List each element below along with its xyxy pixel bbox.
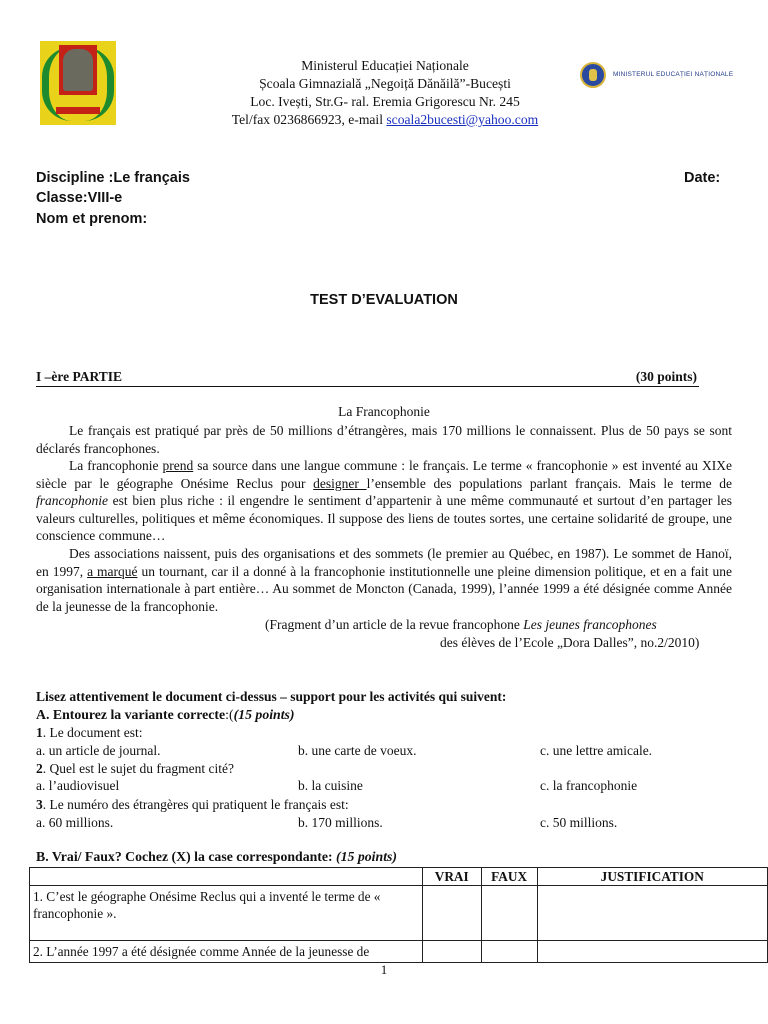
vrai-cell[interactable] [422,941,481,963]
school-logo [40,41,116,125]
coat-of-arms-icon [580,62,606,88]
source-line-2: des élèves de l’Ecole „Dora Dalles”, no.2/2010) [440,635,700,650]
test-title: TEST D’EVALUATION [310,292,458,308]
option-1c[interactable]: c. une lettre amicale. [540,743,653,758]
question-3: 3. Le numéro des étrangères qui pratiquent le français est: [36,797,349,812]
option-3c[interactable]: c. 50 millions. [540,815,618,830]
section-b-header: B. Vrai/ Faux? Cochez (X) la case correspondante: (15 points) [36,849,397,864]
option-3a[interactable]: a. 60 millions. [36,815,114,830]
justification-cell[interactable] [537,941,767,963]
table-header-row [30,868,768,886]
header-line-ministry: Ministerul Educației Naționale [301,58,469,73]
vrai-cell[interactable] [422,886,481,941]
header-vrai: VRAI [422,868,481,886]
table-row [30,886,768,941]
part1-points: (30 points) [635,369,697,384]
faux-cell[interactable] [481,941,537,963]
ministry-logo: MINISTERUL EDUCAȚIEI NAȚIONALE [578,62,733,92]
section-a-header: A. Entourez la variante correcte:((15 points) [36,707,295,722]
option-1a[interactable]: a. un article de journal. [36,743,161,758]
discipline-label: Discipline :Le français [36,170,190,186]
faux-cell[interactable] [481,886,537,941]
question-1: 1. Le document est: [36,725,143,740]
part1-label: I –ère PARTIE [36,369,123,384]
date-label: Date: [684,170,721,186]
school-header [180,57,590,129]
header-line-address: Loc. Ivești, Str.G- ral. Eremia Grigorescu Nr. 245 [250,94,520,109]
question-2: 2. Quel est le sujet du fragment cité? [36,761,234,776]
table-row [30,941,768,963]
header-justification: JUSTIFICATION [537,868,767,886]
header-faux: FAUX [481,868,537,886]
text-paragraph-3: Des associations naissent, puis des organisations et des sommets (le premier au Québec, en 1987). Le sommet de Hanoï, en 1997, a marqué un tournant, car il a donné à la francophonie institutionnelle une pleine dimension politique, et en a fait une organisation internationale à part entière… Au sommet de Moncton (Canada, 1999), l’année 1999 a été désignée comme Année de la jeunesse de la francophonie. [36,546,732,614]
class-label: Classe:VIII-e [36,190,123,206]
text-title: La Francophonie [338,404,430,419]
statement-cell: 1. C’est le géographe Onésime Reclus qui a inventé le terme de « francophonie ». [30,886,423,941]
option-2c[interactable]: c. la francophonie [540,778,638,793]
option-2a[interactable]: a. l’audiovisuel [36,778,120,793]
page-number: 1 [380,962,388,977]
header-statement [30,868,423,886]
option-2b[interactable]: b. la cuisine [298,778,363,793]
instructions: Lisez attentivement le document ci-dessus – support pour les activités qui suivent: [36,689,507,704]
source-line-1: (Fragment d’un article de la revue francophone Les jeunes francophones [265,617,657,632]
option-1b[interactable]: b. une carte de voeux. [298,743,417,758]
true-false-table [29,867,768,963]
header-line-contact: Tel/fax 0236866923, e-mail scoala2bucesti@yahoo.com [231,112,539,127]
text-paragraph-1: Le français est pratiqué par près de 50 millions d’étrangères, mais 170 millions le connaissent. Plus de 50 pays se sont déclarés francophones. [36,423,732,456]
statement-cell: 2. L’année 1997 a été désignée comme Année de la jeunesse de [30,941,423,963]
part1-header [36,369,699,387]
option-3b[interactable]: b. 170 millions. [298,815,383,830]
justification-cell[interactable] [537,886,767,941]
name-label: Nom et prenom: [36,211,148,227]
header-line-school: Școala Gimnazială „Negoiță Dănăilă”-Bucești [259,76,511,91]
email-link[interactable]: scoala2bucesti@yahoo.com [386,112,539,127]
text-paragraph-2: La francophonie prend sa source dans une langue commune : le français. Le terme « francophonie » est inventé au XIXe siècle par le géographe Onésime Reclus pour designer l’ensemble des populations parlant français. Mais le terme de francophonie est bien plus riche : il engendre le sentiment d’appartenir à une même communauté et surtout d’en partager les valeurs culturelles, politiques et même économiques. Il suppose des liens de toutes sortes, une certaine solidarité de groupe, une conscience commune… [36,458,733,543]
